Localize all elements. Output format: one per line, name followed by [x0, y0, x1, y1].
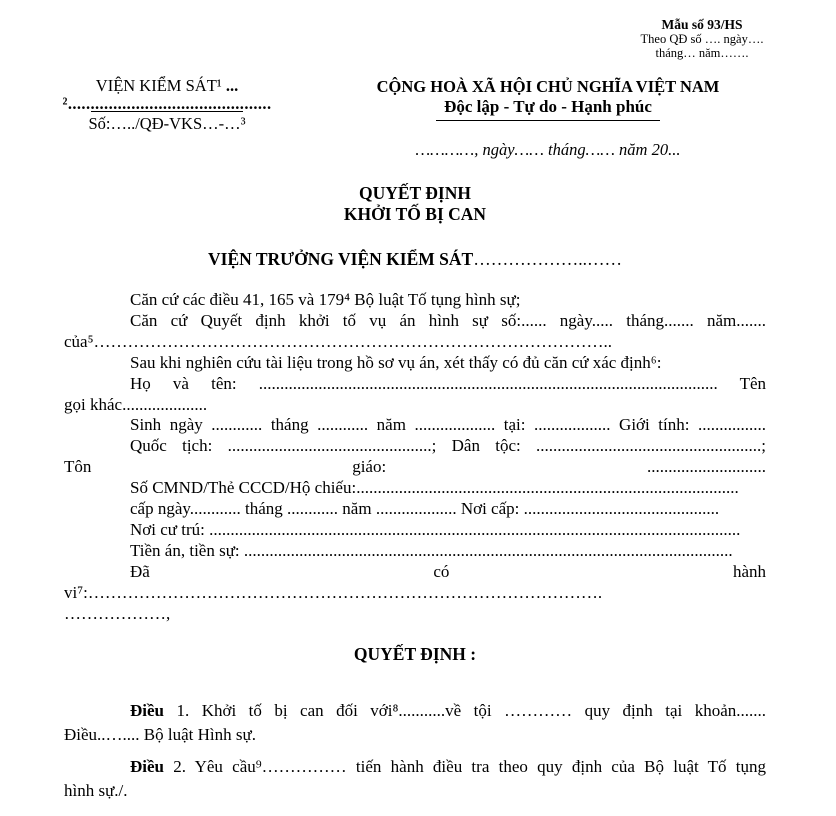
field-cua: của⁵………………………………………………………………………………..: [64, 331, 613, 351]
document-title: [64, 183, 766, 225]
issuer-label: VIỆN TRƯỞNG VIỆN KIỂM SÁT: [208, 249, 474, 269]
field-ho-va-ten: Họ và tên: ............................................................................................................ Tên: [130, 373, 766, 393]
field-hanh-vi-cont: ………………,: [64, 603, 171, 623]
article-1-line-2: Điều..….... Bộ luật Hình sự.: [64, 725, 256, 744]
field-quoc-tich-dan-toc: Quốc tịch: ................................................; Dân tộc: .....................................................;: [130, 436, 766, 456]
form-reference-line-2: tháng… năm…….: [655, 45, 749, 60]
field-tien-an-tien-su: Tiền án, tiền sự: ...................................................................................................................: [130, 540, 733, 560]
agency-fill-line: ².............................................: [62, 94, 272, 113]
document-body: [64, 290, 766, 625]
issuer-dots: ………………..……: [473, 249, 622, 269]
motto-wrap: [342, 97, 754, 121]
field-hanh-vi: vi⁷:……………………………………………………………………………….: [64, 582, 603, 602]
field-sinh-ngay: Sinh ngày ............ tháng ............ năm ................... tại: .................. Giới tính: ................: [130, 415, 766, 435]
agency-name-dots: ...: [221, 76, 239, 95]
country-name: CỘNG HOÀ XÃ HỘI CHỦ NGHĨA VIỆT NAM: [376, 77, 720, 96]
field-noi-cu-tru: Nơi cư trú: .............................................................................................................................: [130, 519, 741, 539]
field-can-cu-dieu: Căn cứ các điều 41, 165 và 179⁴ Bộ luật Tố tụng hình sự;: [130, 290, 521, 309]
agency-block: [38, 76, 296, 134]
national-header: [342, 76, 754, 160]
field-can-cu-quyet-dinh: Căn cứ Quyết định khởi tố vụ án hình sự số:...... ngày..... tháng....... năm.......: [130, 310, 766, 330]
article-1: [64, 699, 766, 747]
field-ten-goi-khac: gọi khác....................: [64, 394, 208, 414]
field-cap-ngay-noi-cap: cấp ngày............ tháng ............ năm ................... Nơi cấp: ..............................................: [130, 499, 720, 519]
form-reference-line-1: Theo QĐ số …. ngày….: [640, 32, 764, 46]
agency-name: [38, 76, 296, 96]
article-1-label: Điều: [130, 701, 164, 720]
decision-heading: QUYẾT ĐỊNH :: [353, 644, 477, 664]
national-motto: Độc lập - Tự do - Hạnh phúc: [436, 97, 660, 121]
article-2: [64, 755, 766, 803]
date-place-line: …………, ngày…… tháng…… năm 20...: [415, 140, 681, 159]
decision-articles: [64, 699, 766, 811]
field-da-co-hanh: Đã có hành: [130, 561, 766, 581]
agency-name-text: VIỆN KIỂM SÁT¹: [95, 76, 222, 95]
article-2-line-1: [64, 755, 766, 779]
document-number: Số:…../QĐ-VKS…-…³: [88, 114, 246, 133]
article-1-text: 1. Khởi tố bị can đối với⁸...........về tội ………… quy định tại khoản.......: [164, 701, 766, 720]
form-number: Mẫu số 93/HS: [661, 17, 743, 32]
title-line-2: KHỞI TỐ BỊ CAN: [343, 204, 487, 224]
article-1-line-1: [64, 699, 766, 723]
form-stamp: [588, 17, 816, 60]
article-2-label: Điều: [130, 757, 164, 776]
article-2-text: 2. Yêu cầu⁹…………… tiến hành điều tra theo quy định của Bộ luật Tố tụng: [164, 757, 766, 776]
field-ton-giao: Tôn giáo: ............................: [64, 457, 766, 477]
statement-xet-thay: Sau khi nghiên cứu tài liệu trong hồ sơ vụ án, xét thấy có đủ căn cứ xác định⁶:: [130, 352, 662, 372]
field-cmnd-cccd-ho-chieu: Số CMND/Thẻ CCCD/Hộ chiếu:..........................................................................................: [130, 478, 739, 498]
issuer-line: [64, 249, 766, 270]
title-line-1: QUYẾT ĐỊNH: [359, 183, 471, 203]
article-2-line-2: hình sự./.: [64, 781, 128, 800]
